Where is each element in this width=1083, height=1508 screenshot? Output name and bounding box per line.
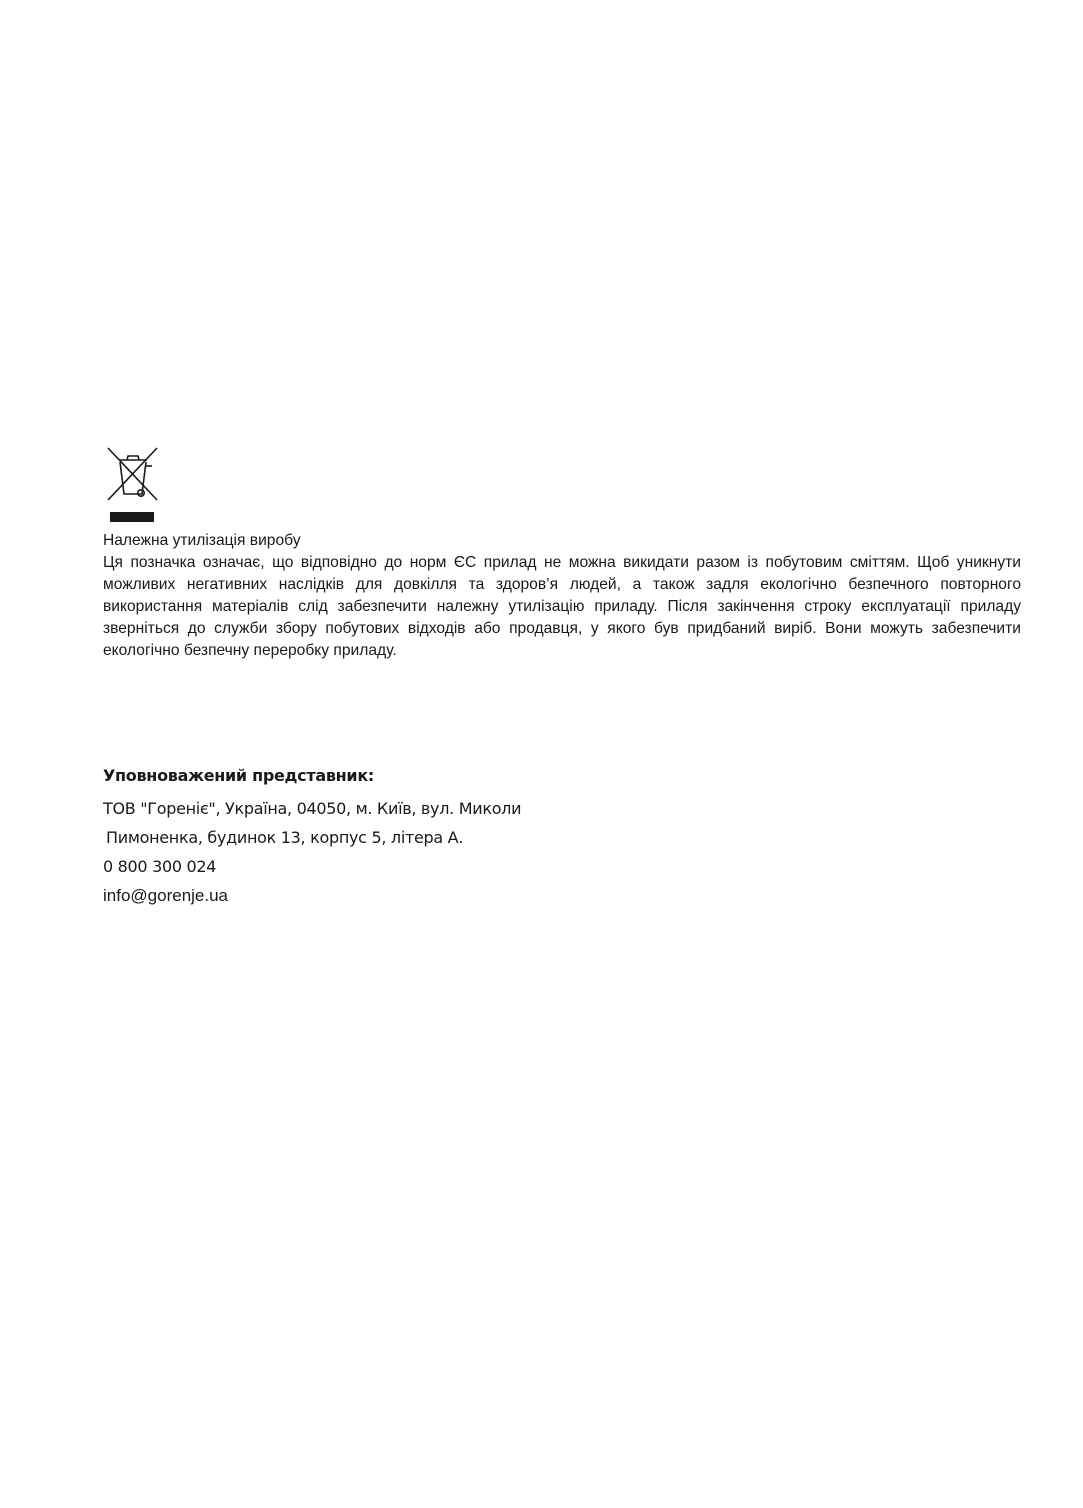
representative-heading: Уповноважений представник: [103,766,374,785]
crossed-out-wheelie-bin-icon [105,446,159,524]
disposal-title: Належна утилізація виробу [103,532,301,549]
address-line-1: ТОВ "Гореніє", Україна, 04050, м. Київ, вул. Миколи [103,799,522,818]
disposal-text: Ця позначка означає, що відповідно до норм ЄС прилад не можна викидати разом із побутовим сміттям. Щоб уникнути можливих негативних наслідків для довкілля та здоров’я людей, а також задля екологічно безпечного повторного використання матеріалів слід забезпечити належну утилізацію приладу. Після закінчення строку експлуатації приладу зверніться до служби збору побутових відходів або продавця, у якого був придбаний виріб. Вони можуть забезпечити екологічно безпечну переробку приладу. [103,554,1021,659]
address-line-2: Пимоненка, будинок 13, корпус 5, літера А. [106,828,464,847]
email-address: info@gorenje.ua [103,886,229,905]
phone-number: 0 800 300 024 [103,857,217,876]
disposal-section [103,530,1021,662]
representative-section [103,764,521,910]
